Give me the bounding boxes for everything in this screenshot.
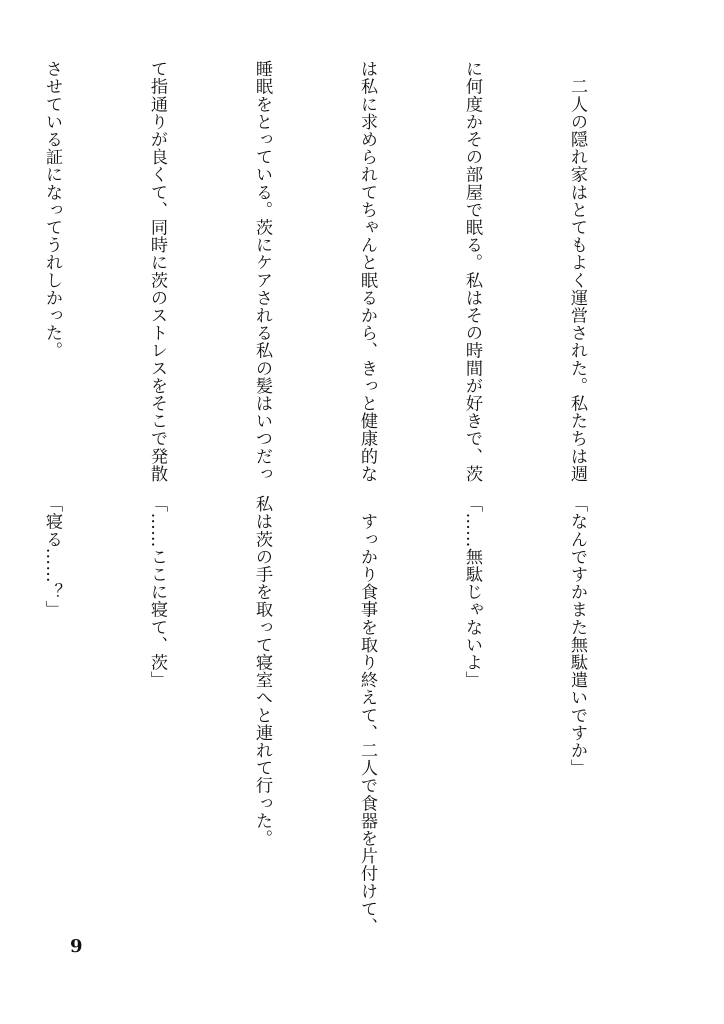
text-block-top (0, 60, 664, 483)
text-line: 二人の隠れ家はとてもよく運営された。私たちは週 (567, 60, 587, 483)
text-block-bottom (0, 495, 664, 935)
text-line: て指通りが良くて、同時に茨のストレスをそこで発散 (147, 60, 167, 483)
text-line: 「なんですかまた無駄遣いですか」 (567, 495, 587, 777)
text-line: は私に求められてちゃんと眠るから、きっと健康的な (357, 60, 377, 483)
text-line: 「寝る……？」 (42, 495, 62, 619)
text-line: すっかり食事を取り終えて、二人で食器を片付けて、 (357, 495, 377, 935)
text-line: 私は茨の手を取って寝室へと連れて行った。 (252, 495, 272, 847)
page-number: 9 (70, 936, 83, 957)
text-line: させている証になってうれしかった。 (42, 60, 62, 360)
text-line: 「……無駄じゃないよ」 (462, 495, 482, 689)
text-line: 「……ここに寝て、茨」 (147, 495, 167, 689)
text-line: 睡眠をとっている。茨にケアされる私の髪はいつだっ (252, 60, 272, 483)
text-line: に何度かその部屋で眠る。私はその時間が好きで、茨 (462, 60, 482, 483)
